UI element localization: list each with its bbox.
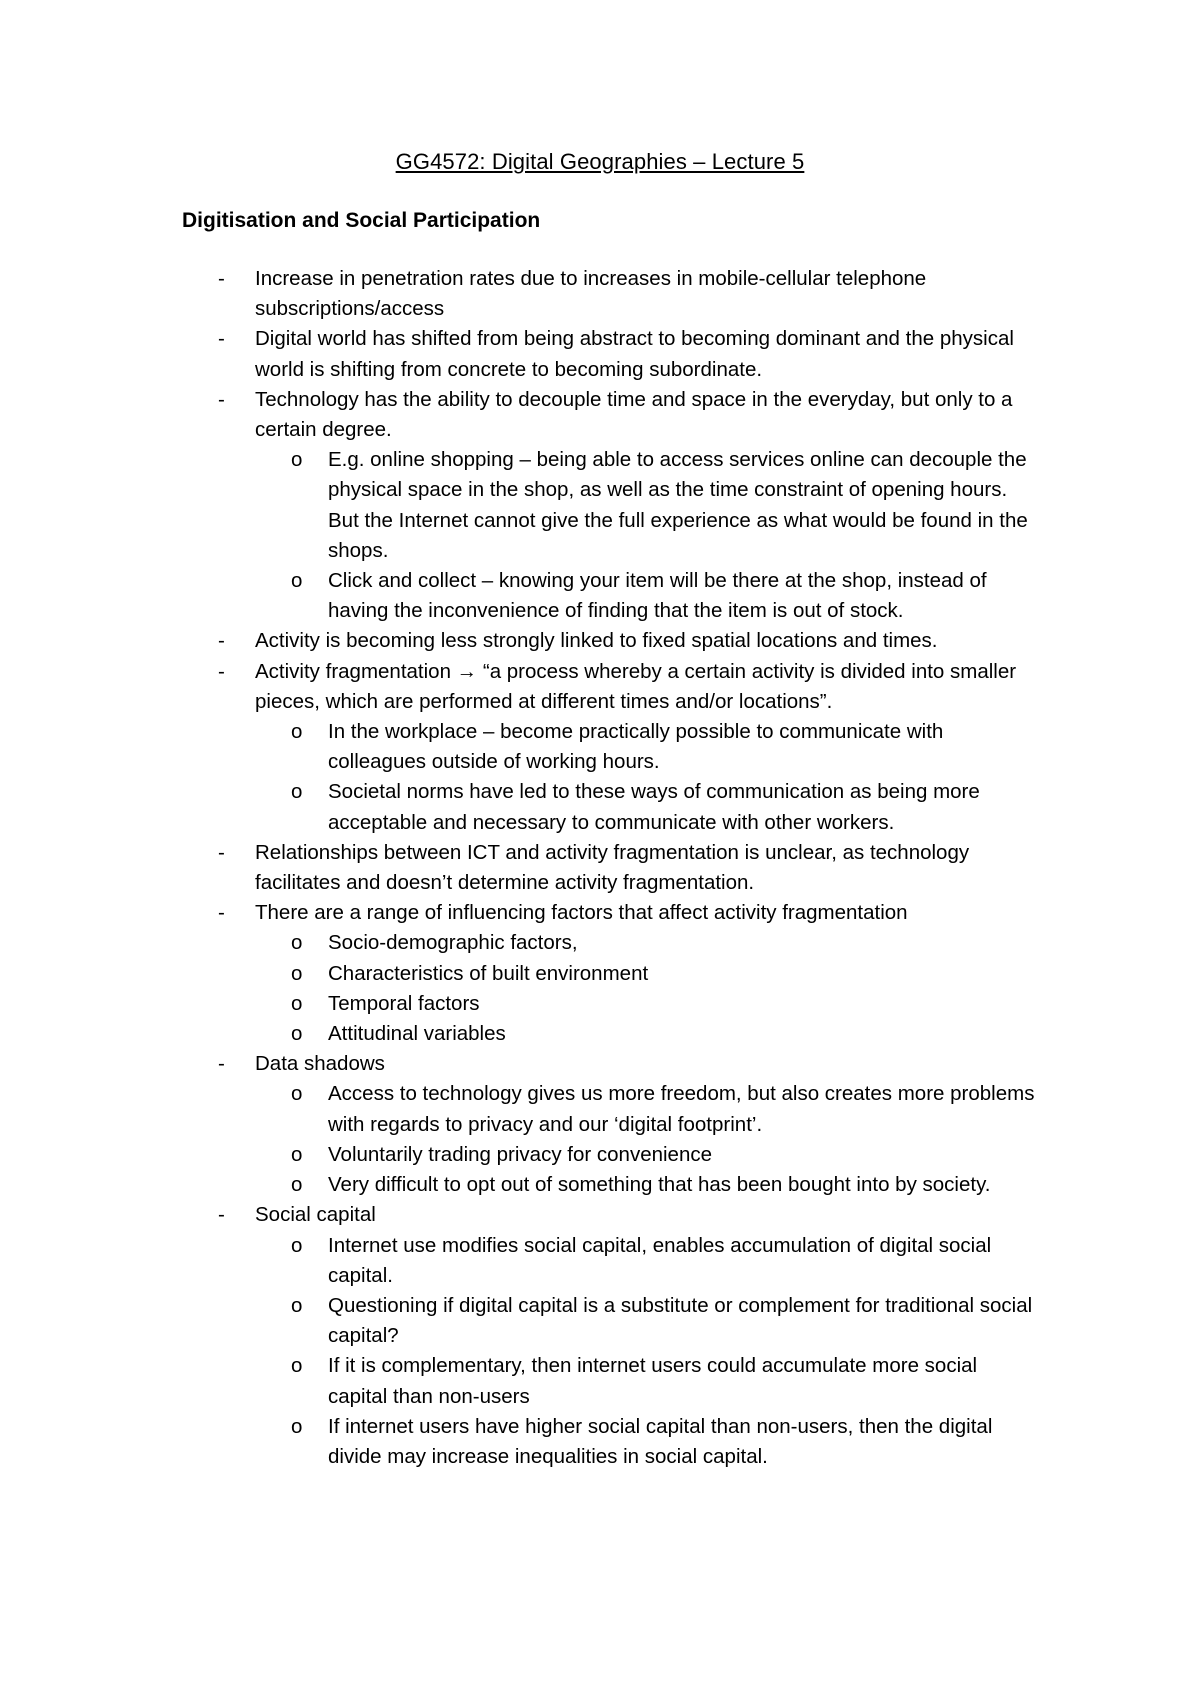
- sub-bullet-item: [255, 1079, 1038, 1139]
- bullet-marker: -: [218, 901, 225, 925]
- sub-list: [255, 1079, 1038, 1200]
- sub-bullet-item: [255, 1231, 1038, 1291]
- sub-bullet-marker: o: [291, 448, 303, 472]
- sub-bullet-marker: o: [291, 931, 303, 955]
- sub-bullet-text: In the workplace – become practically possible to communicate with colleagues outside of working hours.: [328, 720, 944, 774]
- sub-bullet-text: Very difficult to opt out of something that has been bought into by society.: [328, 1173, 991, 1197]
- sub-bullet-marker: o: [291, 961, 303, 985]
- sub-list: [255, 717, 1038, 838]
- section-heading: Digitisation and Social Participation: [182, 209, 541, 232]
- sub-bullet-marker: o: [291, 1354, 303, 1378]
- sub-list: [255, 1231, 1038, 1473]
- sub-bullet-marker: o: [291, 1082, 303, 1106]
- sub-bullet-text: If internet users have higher social capital than non-users, then the digital divide may increase inequalities in social capital.: [328, 1414, 993, 1468]
- bullet-item: [218, 264, 1038, 324]
- bullet-marker: -: [218, 267, 225, 290]
- sub-bullet-item: [255, 928, 1038, 958]
- bullet-marker: -: [218, 1052, 225, 1076]
- sub-bullet-text: E.g. online shopping – being able to access services online can decouple the physical space in the shop, as well as the time constraint of opening hours. But the Internet cannot give the full experience as what would be found in the shops.: [328, 448, 1028, 562]
- bullet-marker: -: [218, 659, 225, 683]
- bullet-text: Activity is becoming less strongly linked to fixed spatial locations and times.: [255, 629, 938, 653]
- sub-bullet-marker: o: [291, 720, 303, 744]
- sub-bullet-item: [255, 1019, 1038, 1049]
- bullet-item: [218, 898, 1038, 1049]
- sub-bullet-text: Attitudinal variables: [328, 1022, 506, 1046]
- bullet-item: [218, 1200, 1038, 1472]
- bullet-text: Technology has the ability to decouple time and space in the everyday, but only to a certain degree.: [255, 387, 1013, 442]
- sub-list: [255, 445, 1038, 626]
- bullet-text: Social capital: [255, 1203, 376, 1227]
- sub-bullet-text: Questioning if digital capital is a substitute or complement for traditional social capital?: [328, 1293, 1033, 1348]
- bullet-marker: -: [218, 327, 225, 351]
- sub-bullet-item: [255, 1170, 1038, 1200]
- bullet-item: [218, 657, 1038, 838]
- sub-bullet-item: [255, 717, 1038, 777]
- sub-bullet-marker: o: [291, 991, 303, 1015]
- sub-bullet-text: If it is complementary, then internet users could accumulate more social capital than non-users: [328, 1354, 978, 1408]
- bullet-text: Relationships between ICT and activity fragmentation is unclear, as technology facilitates and doesn’t determine activity fragmentation.: [255, 840, 970, 895]
- sub-bullet-text: Characteristics of built environment: [328, 961, 649, 985]
- sub-bullet-marker: o: [291, 780, 303, 804]
- bullet-marker: -: [218, 387, 225, 411]
- bullet-marker: -: [218, 840, 225, 864]
- sub-bullet-marker: o: [291, 1414, 303, 1438]
- sub-bullet-text: Socio-demographic factors,: [328, 931, 578, 955]
- bullet-text: Data shadows: [255, 1052, 385, 1076]
- sub-bullet-marker: o: [291, 1233, 303, 1257]
- sub-bullet-text: Access to technology gives us more freedom, but also creates more problems with regards to privacy and our ‘digital footprint’.: [328, 1082, 1035, 1136]
- sub-bullet-text: Click and collect – knowing your item will be there at the shop, instead of having the inconvenience of finding that the item is out of stock.: [328, 569, 987, 623]
- sub-bullet-item: [255, 1291, 1038, 1351]
- sub-bullet-item: [255, 777, 1038, 837]
- sub-bullet-text: Temporal factors: [328, 991, 480, 1015]
- bullet-item: [218, 626, 1038, 656]
- sub-bullet-item: [255, 1140, 1038, 1170]
- sub-bullet-marker: o: [291, 1142, 303, 1166]
- document-title: GG4572: Digital Geographies – Lecture 5: [395, 149, 805, 174]
- bullet-text: Digital world has shifted from being abstract to becoming dominant and the physical world is shifting from concrete to becoming subordinate.: [255, 327, 1014, 381]
- bullet-item: [218, 385, 1038, 627]
- sub-bullet-item: [255, 989, 1038, 1019]
- bullet-item: [218, 1049, 1038, 1200]
- sub-list: [255, 928, 1038, 1049]
- sub-bullet-item: [255, 1412, 1038, 1472]
- sub-bullet-text: Societal norms have led to these ways of communication as being more acceptable and necessary to communicate with other workers.: [328, 780, 980, 834]
- bullet-text: Activity fragmentation → “a process whereby a certain activity is divided into smaller pieces, which are performed at different times and/or locations”.: [255, 659, 1017, 713]
- sub-bullet-marker: o: [291, 569, 303, 593]
- sub-bullet-marker: o: [291, 1173, 303, 1197]
- sub-bullet-item: [255, 959, 1038, 989]
- notes-list: [218, 264, 1038, 1472]
- bullet-item: [218, 324, 1038, 384]
- sub-bullet-marker: o: [291, 1022, 303, 1046]
- sub-bullet-item: [255, 566, 1038, 626]
- sub-bullet-item: [255, 445, 1038, 566]
- bullet-item: [218, 838, 1038, 898]
- sub-bullet-marker: o: [291, 1293, 303, 1317]
- sub-bullet-text: Internet use modifies social capital, enables accumulation of digital social capital.: [328, 1233, 992, 1287]
- bullet-marker: -: [218, 629, 225, 653]
- bullet-text: Increase in penetration rates due to increases in mobile-cellular telephone subscriptions/access: [255, 267, 927, 321]
- sub-bullet-item: [255, 1351, 1038, 1411]
- bullet-marker: -: [218, 1203, 225, 1227]
- bullet-text: There are a range of influencing factors that affect activity fragmentation: [255, 901, 908, 925]
- sub-bullet-text: Voluntarily trading privacy for convenience: [328, 1142, 713, 1166]
